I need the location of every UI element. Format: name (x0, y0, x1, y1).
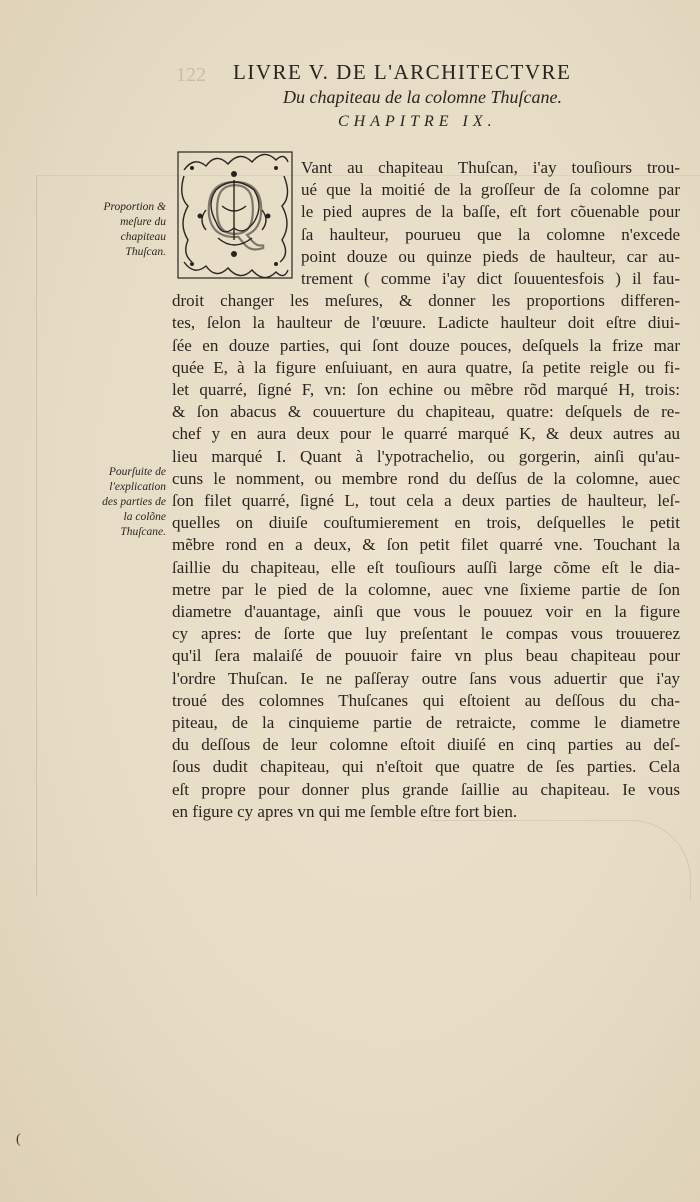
body-line: eſt propre pour donner plus grande ſaillie au chapiteau. Ie vous (172, 779, 680, 799)
body-line: quée E, à la figure enſuiuant, en aura quatre, ſa petite reigle ou fi- (172, 357, 680, 377)
chapter-subtitle: Du chapiteau de la colomne Thuſcane. (283, 87, 562, 107)
body-line: troué des colomnes Thuſcanes qui eſtoient au deſſous du cha- (172, 690, 680, 710)
body-line: ſon filet quarré, ſigné L, tout cela a deux parties de haulteur, leſ- (172, 491, 680, 510)
bleed-through-arc (430, 820, 691, 901)
bleed-through-page-number: 122 (176, 64, 206, 86)
margin-note-explication: Pourſuite de l'explication des parties de la colõne Thuſcane. (102, 466, 166, 538)
margin-note-proportion: Proportion & meſure du chapiteau Thuſcan. (103, 201, 166, 258)
body-line: metre par le pied de la colomne, auec vne ſixieme partie de ſon (172, 579, 680, 599)
body-line: let quarré, ſigné F, vn: ſon echine ou mẽbre rõd marqué H, trois: (172, 380, 680, 399)
body-line: piteau, de la cinquieme partie de retraicte, comme le diametre (172, 713, 680, 732)
drop-cap-letter: Q (205, 163, 265, 254)
body-line: ſée en douze parties, qui ſont douze pouces, deſquels la frize mar (172, 335, 680, 355)
body-line: mẽbre rond en a deux, & ſon petit filet quarré vne. Touchant la (172, 535, 680, 555)
body-line: tes, ſelon la haulteur de l'œuure. Ladicte haulteur doit eſtre diui- (172, 313, 680, 333)
body-line: droit changer les meſures, & donner les proportions differen- (172, 291, 680, 311)
body-line: lieu marqué I. Quant à l'ypotrachelio, ou gorgerin, ainſi qu'au- (172, 446, 680, 466)
body-line: ué que la moitié de la groſſeur de ſa colomne par (301, 180, 680, 200)
body-line: cuns le nomment, ou membre rond du deſſus de la colomne, auec (172, 468, 680, 488)
body-line: point douze ou quinze pieds de haulteur, car au- (301, 246, 680, 266)
chapter-heading: CHAPITRE IX. (338, 113, 497, 130)
ornamental-drop-cap (176, 150, 294, 280)
drop-cap-ornament-icon (176, 150, 294, 280)
body-line: ſous dudit chapiteau, qui n'eſtoit que quatre de ſes parties. Cela (172, 757, 680, 777)
body-line: l'ordre Thuſcan. Ie ne paſſeray outre ſans vous aduertir que i'ay (172, 668, 680, 688)
body-line: du deſſous de leur colomne eſtoit diuiſé en cinq parties au deſ- (172, 735, 680, 755)
body-line: ſa haulteur, pourueu que la colomne n'excede (301, 224, 680, 244)
body-line: en figure cy apres vn qui me ſemble eſtre fort bien. (172, 801, 518, 821)
running-head: LIVRE V. DE L'ARCHITECTVRE (233, 60, 572, 84)
body-line: quelles on diuiſe couſtumierement en trois, deſquelles le petit (172, 513, 680, 533)
body-line: trement ( comme i'ay dict ſouuentesfois ) il fau- (301, 269, 680, 288)
body-line: chef y en aura deux pour le quarré marqué K, & deux autres au (172, 424, 680, 444)
stray-mark: ( (16, 1132, 21, 1147)
body-line: cy apres: de ſorte que luy preſentant le compas vous trouuerez (172, 624, 680, 644)
body-line: qu'il ſera malaiſé de pouuoir faire vn plus beau chapiteau pour (172, 646, 680, 666)
body-line: ſaillie du chapiteau, elle eſt touſiours auſſi large cõme eſt le dia- (172, 557, 680, 577)
body-line: le pied aupres de la baſſe, eſt fort cõuenable pour (301, 202, 680, 222)
body-line: & ſon abacus & couuerture du chapiteau, quatre: deſquels de re- (172, 402, 680, 422)
body-line: diametre d'auantage, ainſi que vous le pouuez voir en la figure (172, 602, 680, 621)
body-line: Vant au chapiteau Thuſcan, i'ay touſiours trou- (301, 158, 680, 177)
